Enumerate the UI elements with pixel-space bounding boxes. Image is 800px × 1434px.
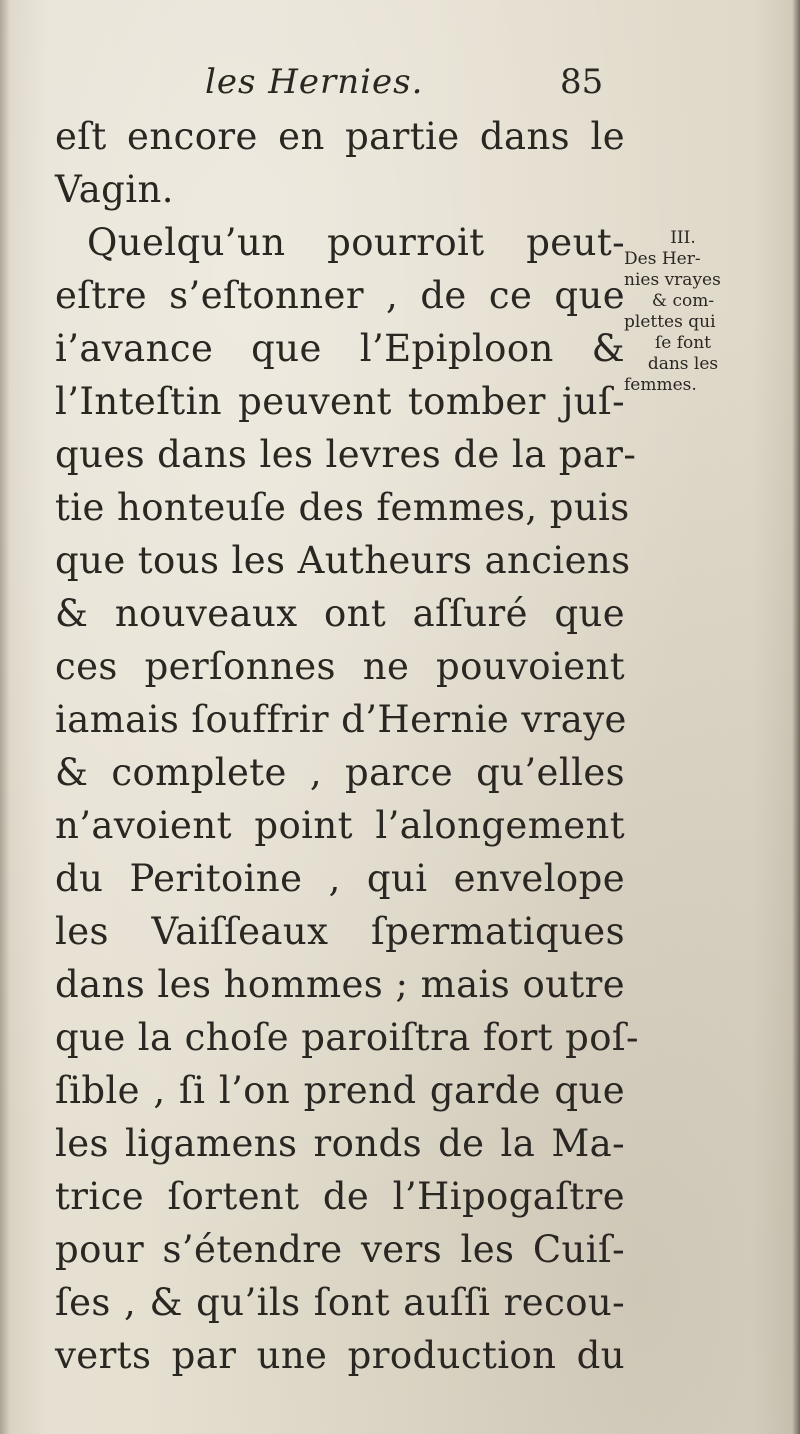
text-line: les ligamens ronds de la Ma- <box>55 1122 625 1165</box>
text-line: ſes , & qu’ils ſont auſſi recou- <box>55 1281 625 1324</box>
running-head <box>205 62 625 112</box>
text-line: dans les hommes ; mais outre <box>55 963 625 1006</box>
text-line: ques dans les levres de la par- <box>55 433 637 476</box>
marginal-note-line: Des Her- <box>624 249 701 269</box>
marginal-note-line: nies vrayes <box>624 270 721 290</box>
marginal-note-line: plettes qui <box>624 312 716 332</box>
text-line: & complete , parce qu’elles <box>55 751 625 794</box>
text-line: trice ſortent de l’Hipogaſtre <box>55 1175 625 1218</box>
text-line: Vagin. <box>55 168 174 211</box>
marginal-note-line: dans les <box>647 354 719 374</box>
page-right-shadow <box>792 0 800 1434</box>
text-line: ſible , ſi l’on prend garde que <box>55 1069 625 1112</box>
text-line: i’avance que l’Epiploon & <box>55 327 625 370</box>
body-text <box>55 110 639 1382</box>
marginal-note-line: femmes. <box>624 375 697 395</box>
marginal-note-line: III. <box>670 228 696 248</box>
text-line: que la choſe paroiſtra fort poſ- <box>55 1016 639 1059</box>
text-line: l’Inteſtin peuvent tomber juſ- <box>55 380 625 423</box>
page-left-shadow <box>0 0 10 1434</box>
running-head-title: les Hernies. <box>205 62 424 102</box>
text-line: pour s’étendre vers les Cuiſ- <box>55 1228 625 1271</box>
text-line: & nouveaux ont aſſuré que <box>55 592 625 635</box>
text-line: les Vaiſſeaux ſpermatiques <box>55 910 625 953</box>
text-line: Quelqu’un pourroit peut- <box>87 221 625 264</box>
marginal-note-line: & com- <box>651 291 715 311</box>
text-line: tie honteuſe des femmes, puis <box>55 486 630 529</box>
text-line: iamais ſouffrir d’Hernie vraye <box>55 698 627 741</box>
text-line: ces perſonnes ne pouvoient <box>55 645 625 688</box>
text-line: eſtre s’eſtonner , de ce que <box>55 274 625 317</box>
marginal-note-line: ſe font <box>654 333 712 353</box>
text-line: verts par une production du <box>55 1334 625 1377</box>
page-number: 85 <box>560 62 604 102</box>
text-line: eſt encore en partie dans le <box>55 115 625 158</box>
text-line: du Peritoine , qui envelope <box>55 857 625 900</box>
text-line: que tous les Autheurs anciens <box>55 539 631 582</box>
marginal-note <box>624 228 742 396</box>
text-line: n’avoient point l’alongement <box>55 804 625 847</box>
